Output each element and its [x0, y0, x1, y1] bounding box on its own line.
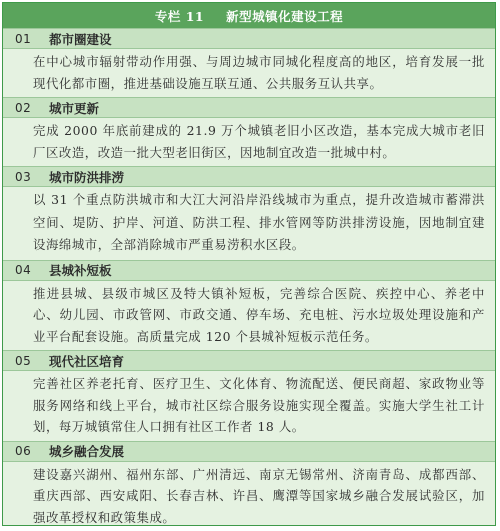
- section-index: 01: [15, 32, 49, 46]
- section-body: 完成 2000 年底前建成的 21.9 万个城镇老旧小区改造，基本完成大城市老旧厂区改造，改造一批大型老旧街区，因地制宜改造一批城中村。: [3, 118, 495, 166]
- section-index: 02: [15, 101, 49, 115]
- section-title: 城市更新: [49, 99, 99, 117]
- section-01: [3, 28, 495, 97]
- section-header: [3, 97, 495, 118]
- section-05: [3, 350, 495, 441]
- section-02: [3, 97, 495, 166]
- section-title: 城市防洪排涝: [49, 168, 124, 186]
- section-title: 县城补短板: [49, 261, 112, 279]
- section-header: [3, 350, 495, 371]
- section-title: 现代社区培育: [49, 352, 124, 370]
- section-body: 建设嘉兴湖州、福州东部、广州清远、南京无锡常州、济南青岛、成都西部、重庆西部、西安咸阳、长春吉林、许昌、鹰潭等国家城乡融合发展试验区，加强改革授权和政策集成。: [3, 462, 495, 531]
- section-title: 都市圈建设: [49, 30, 112, 48]
- section-body: 推进县城、县级市城区及特大镇补短板，完善综合医院、疾控中心、养老中心、幼儿园、市政管网、市政交通、停车场、充电桩、污水垃圾处理设施和产业平台配套设施。高质量完成 120 个县城补短板示范任务。: [3, 281, 495, 351]
- section-06: [3, 441, 495, 531]
- section-index: 06: [15, 444, 49, 458]
- box-title-bar: [3, 3, 495, 28]
- feature-box: [2, 2, 496, 526]
- section-header: [3, 28, 495, 49]
- box-number: 专栏 11: [155, 7, 204, 25]
- section-body: 完善社区养老托育、医疗卫生、文化体育、物流配送、便民商超、家政物业等服务网络和线上平台，城市社区综合服务设施实现全覆盖。实施大学生社工计划，每万城镇常住人口拥有社区工作者 18 人。: [3, 371, 495, 441]
- section-body: 以 31 个重点防洪城市和大江大河沿岸沿线城市为重点，提升改造城市蓄滞洪空间、堤防、护岸、河道、防洪工程、排水管网等防洪排涝设施，因地制宜建设海绵城市，全部消除城市严重易涝积水区段。: [3, 187, 495, 260]
- section-index: 03: [15, 170, 49, 184]
- section-03: [3, 166, 495, 260]
- section-index: 05: [15, 354, 49, 368]
- section-header: [3, 166, 495, 187]
- section-body: 在中心城市辐射带动作用强、与周边城市同城化程度高的地区，培育发展一批现代化都市圈，推进基础设施互联互通、公共服务互认共享。: [3, 49, 495, 97]
- box-title: 新型城镇化建设工程: [226, 7, 343, 25]
- section-title: 城乡融合发展: [49, 442, 124, 460]
- section-header: [3, 441, 495, 462]
- section-04: [3, 260, 495, 351]
- section-header: [3, 260, 495, 281]
- section-index: 04: [15, 263, 49, 277]
